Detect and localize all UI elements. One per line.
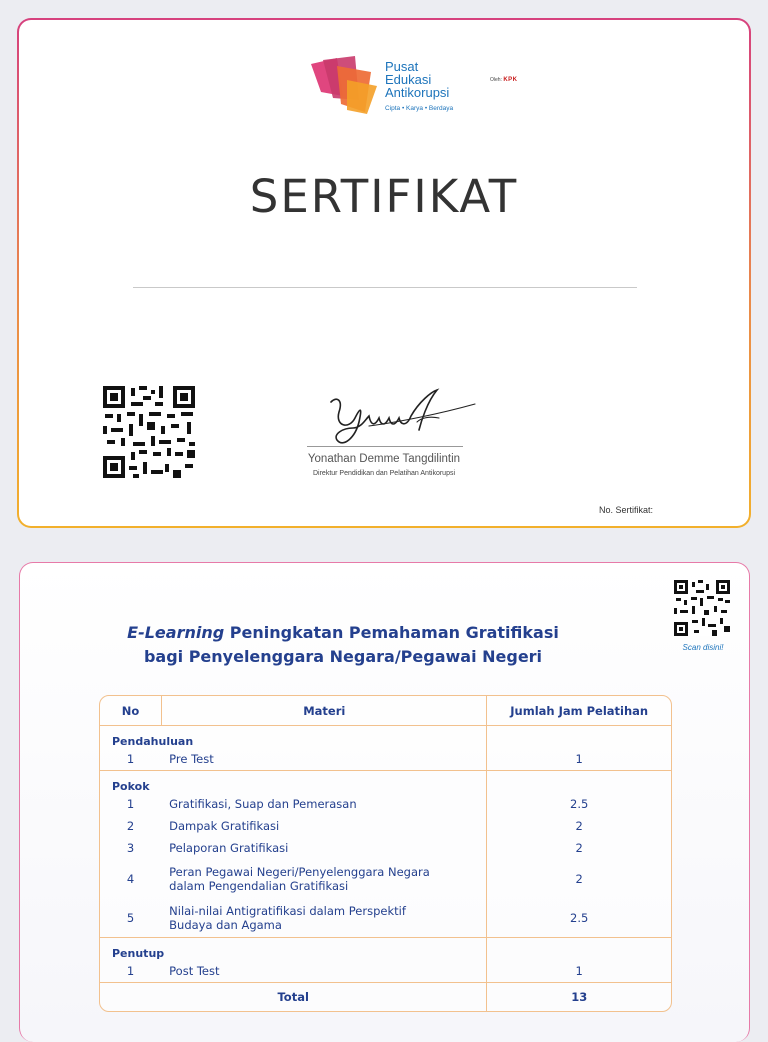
logo-line-1: Pusat: [385, 59, 419, 74]
section-row: [100, 938, 671, 960]
course-title-line2: bagi Penyelenggara Negara/Pegawai Negeri: [143, 647, 543, 666]
pea-logo: [307, 54, 537, 124]
row-jam: 2: [486, 859, 671, 898]
signature-icon: [309, 382, 479, 452]
course-title-line1: Peningkatan Pemahaman Gratifikasi: [229, 623, 559, 642]
column-header-no: No: [100, 696, 161, 726]
row-no: 5: [100, 898, 161, 938]
row-materi-line1: Peran Pegawai Negeri/Penyelenggara Negara: [169, 864, 430, 879]
training-details-card: [19, 562, 750, 1042]
table-row: [100, 898, 671, 938]
certificate-title: SERTIFIKAT: [249, 170, 519, 223]
row-jam: 2: [486, 815, 671, 837]
scan-here-label: Scan disini!: [682, 643, 724, 652]
table-row: [100, 837, 671, 859]
pea-logo-mark: [307, 56, 383, 118]
row-jam: 2: [486, 837, 671, 859]
table-header-row: [100, 696, 671, 726]
row-no: 2: [126, 819, 135, 833]
logo-by-label: Oleh:: [490, 77, 502, 83]
table-row: [100, 815, 671, 837]
logo-by: [490, 77, 518, 83]
table-row: [100, 960, 671, 983]
kpk-logo: KPK: [503, 77, 518, 83]
row-no: 3: [126, 841, 135, 855]
section-row: [100, 726, 671, 748]
pea-logo-wordmark: [385, 60, 449, 99]
signatory-name: Yonathan Demme Tangdilintin: [307, 453, 461, 465]
section-name: Penutup: [112, 947, 165, 960]
row-materi: Pelaporan Gratifikasi: [169, 841, 289, 855]
total-label: Total: [277, 990, 309, 1004]
logo-line-2: Edukasi: [385, 72, 432, 87]
table-row: [100, 859, 671, 898]
curriculum-table: [99, 695, 672, 1012]
signatory-role: Direktur Pendidikan dan Pelatihan Antikorupsi: [312, 470, 456, 477]
qr-code-icon: [103, 386, 195, 478]
row-materi: Gratifikasi, Suap dan Pemerasan: [169, 797, 357, 811]
row-jam: 1: [486, 960, 671, 983]
row-materi: Dampak Gratifikasi: [169, 819, 280, 833]
scan-qr-code-icon: [674, 580, 730, 636]
row-materi: [161, 859, 486, 898]
row-materi: Post Test: [161, 960, 486, 983]
row-materi: Pre Test: [161, 748, 486, 771]
table-row: [100, 748, 671, 771]
section-name: Pendahuluan: [112, 735, 194, 748]
section-name: Pokok: [112, 780, 150, 793]
row-materi: [161, 898, 486, 938]
logo-line-3: Antikorupsi: [385, 85, 450, 100]
row-jam: 2.5: [486, 793, 671, 815]
certificate-card: [17, 18, 751, 528]
column-header-jam: Jumlah Jam Pelatihan: [486, 696, 671, 726]
table-row: [100, 793, 671, 815]
total-row: [100, 983, 671, 1011]
row-jam: 2.5: [486, 898, 671, 938]
course-title: [60, 621, 626, 669]
signature-line: [307, 446, 463, 447]
column-header-materi: Materi: [161, 696, 486, 726]
row-no: 1: [126, 797, 135, 811]
row-no: 4: [126, 871, 135, 886]
certificate-number-label: No. Sertifikat:: [599, 505, 654, 515]
section-row: [100, 771, 671, 793]
row-materi-line1: Nilai-nilai Antigratifikasi dalam Perspektif: [169, 903, 406, 918]
logo-tagline: Cipta • Karya • Berdaya: [385, 105, 454, 112]
row-jam: 1: [486, 748, 671, 771]
row-no: 1: [100, 960, 161, 983]
row-materi-line2: dalam Pengendalian Gratifikasi: [169, 878, 349, 893]
recipient-name-line: [133, 287, 637, 288]
row-materi-line2: Budaya dan Agama: [169, 917, 282, 932]
course-title-emphasis: E-Learning: [127, 623, 225, 642]
row-no: 1: [100, 748, 161, 771]
total-value: 13: [486, 983, 671, 1011]
